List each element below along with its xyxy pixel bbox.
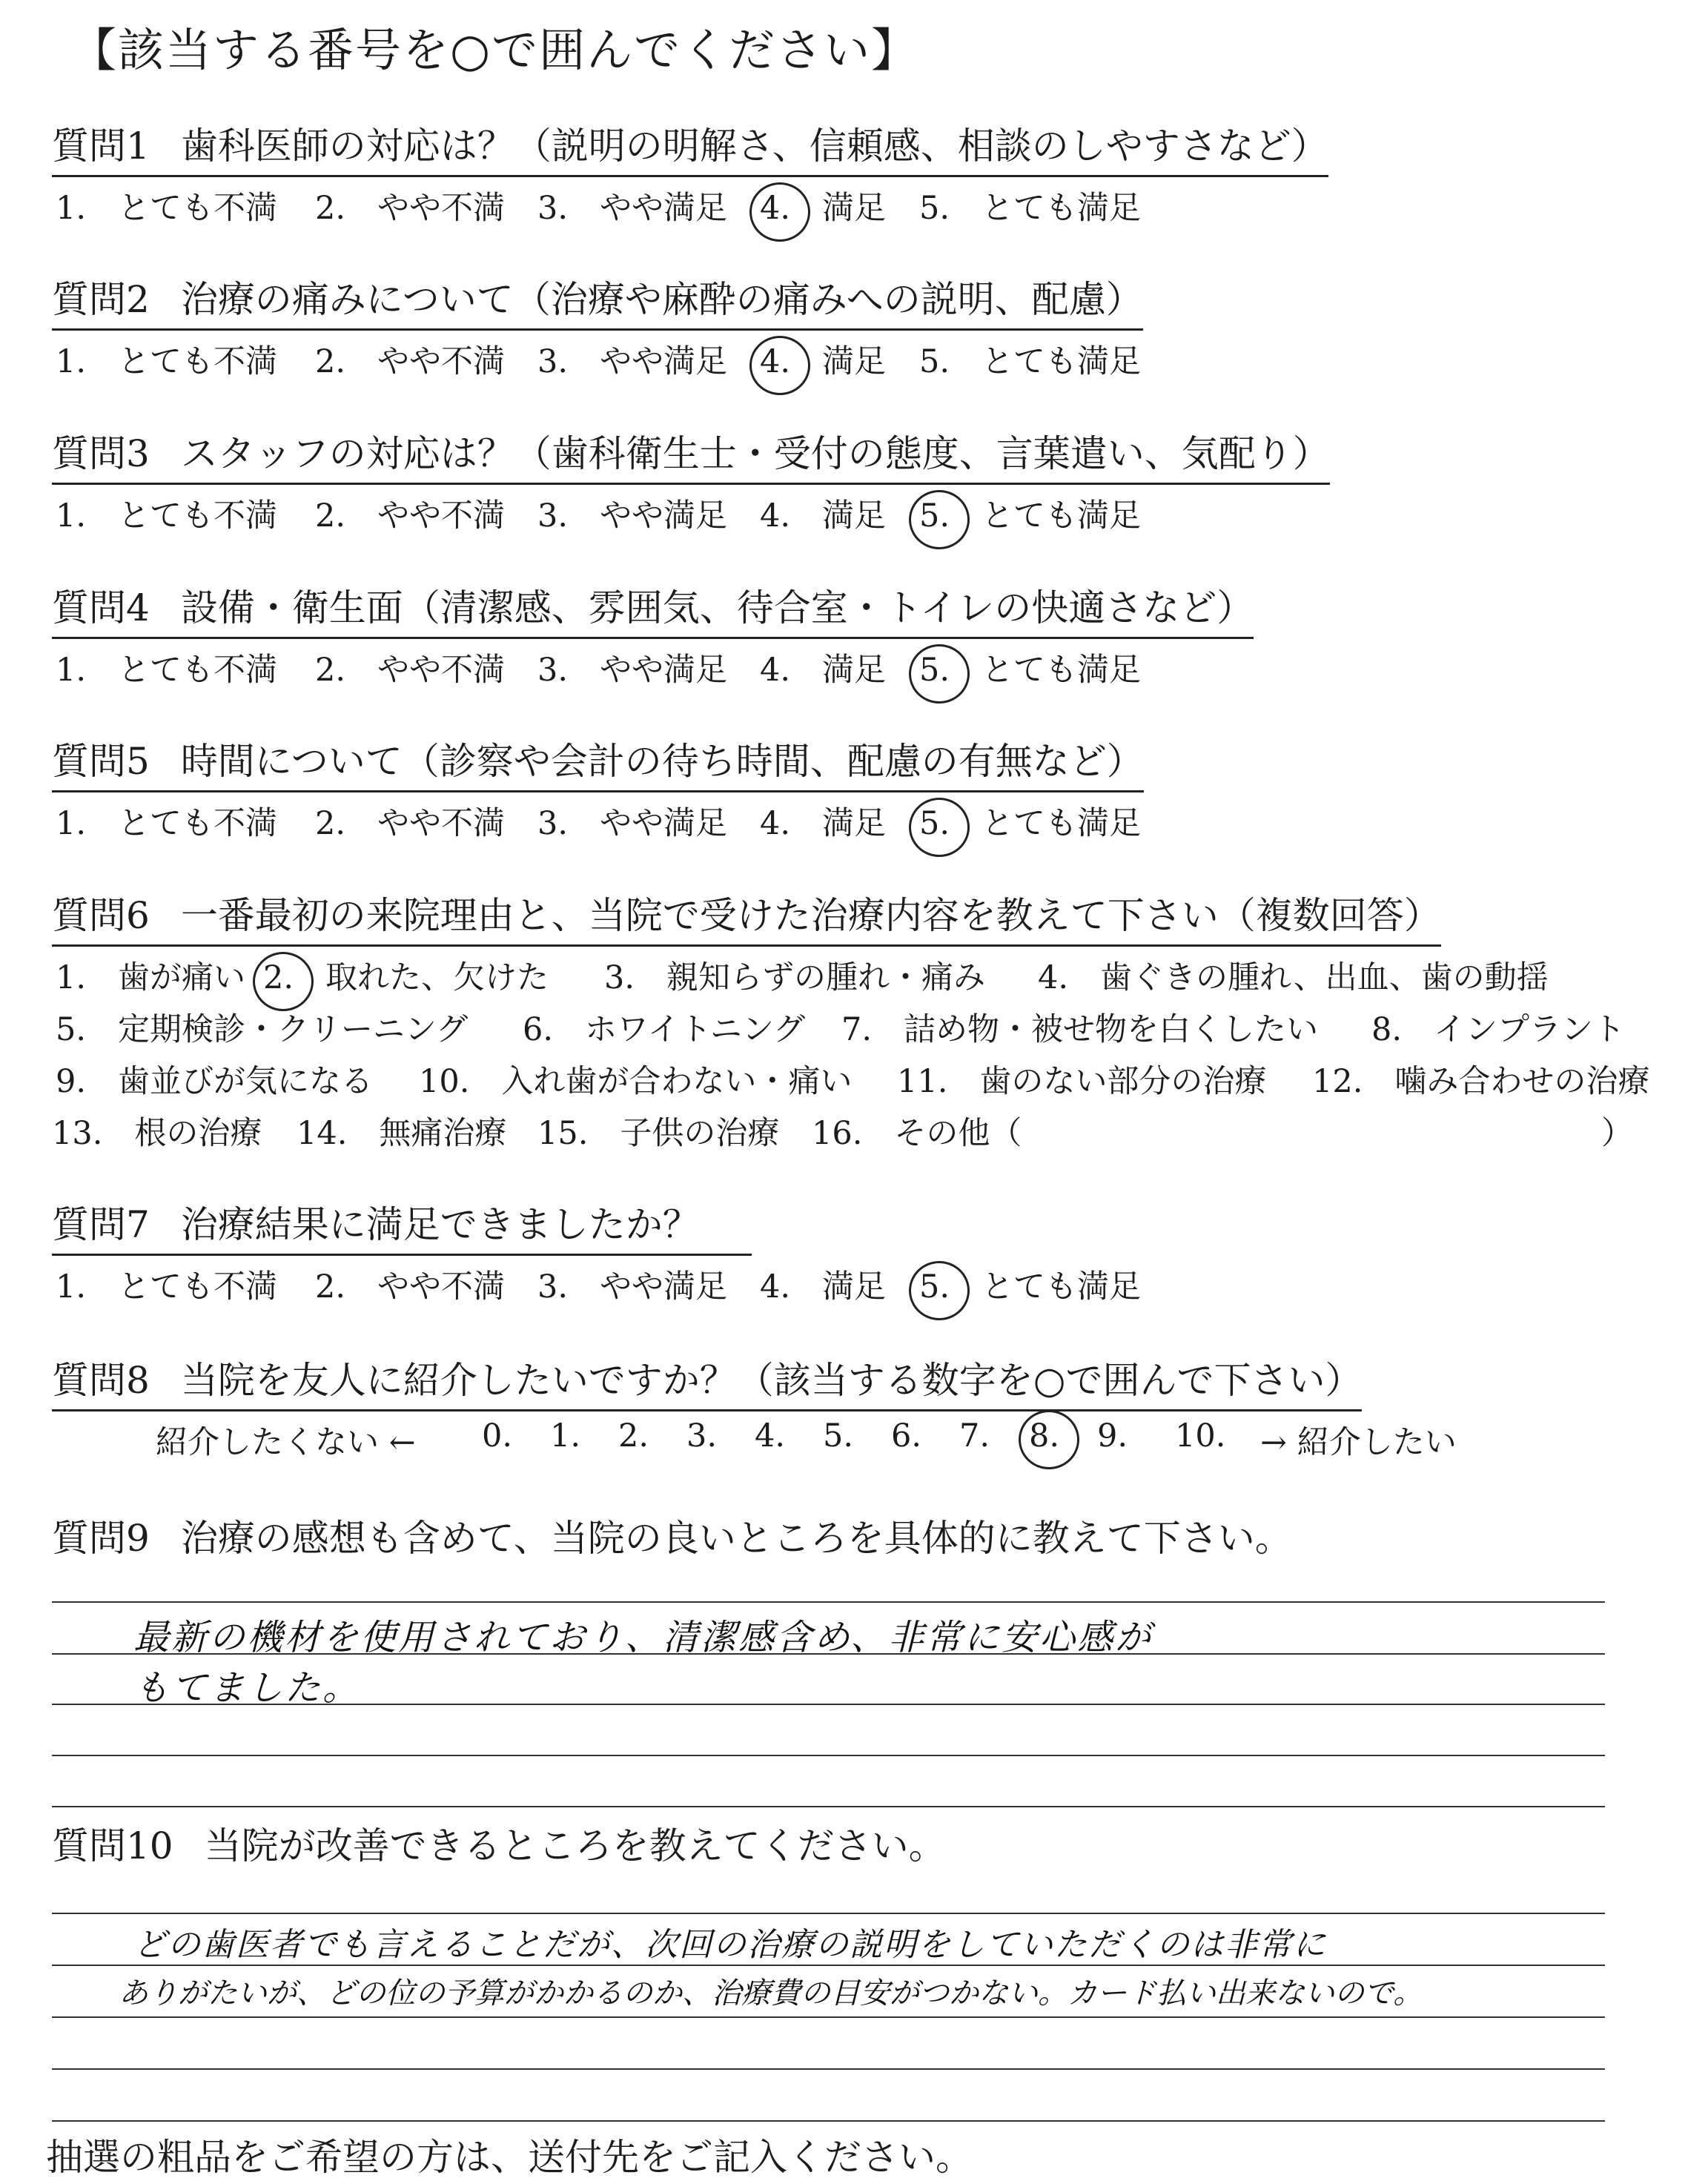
- option-1[interactable]: 1. とても不満: [56, 652, 278, 689]
- reason-row-3: [52, 1050, 1650, 1102]
- question-title: [52, 1353, 1362, 1411]
- question-title: [52, 734, 1144, 792]
- reason-option-3[interactable]: 3. 親知らずの腫れ・痛み: [604, 959, 986, 996]
- question-number: 質問4: [52, 586, 150, 629]
- question-number: 質問3: [52, 432, 150, 475]
- option-5-selected[interactable]: 5. とても満足: [919, 497, 1142, 535]
- rating-options: [52, 792, 1144, 844]
- reason-option-2-selected[interactable]: 2. 取れた、欠けた: [263, 959, 549, 996]
- option-2[interactable]: 2. やや不満: [315, 190, 506, 227]
- scale-value-1[interactable]: 1.: [550, 1417, 581, 1454]
- reason-option-4[interactable]: 4. 歯ぐきの腫れ、出血、歯の動揺: [1038, 959, 1549, 996]
- option-5[interactable]: 5. とても満足: [919, 190, 1142, 227]
- option-4[interactable]: 4. 満足: [760, 1268, 887, 1305]
- rating-options: [52, 1256, 1142, 1308]
- scale-right-label: → 紹介したい: [1260, 1424, 1457, 1461]
- option-2[interactable]: 2. やや不満: [315, 652, 506, 689]
- scale-value-10[interactable]: 10.: [1175, 1417, 1226, 1454]
- reason-option-15[interactable]: 15. 子供の治療: [537, 1115, 780, 1152]
- question-title: [52, 1197, 752, 1256]
- question-number: 質問5: [52, 740, 150, 783]
- reason-option-12[interactable]: 12. 噛み合わせの治療: [1312, 1063, 1650, 1100]
- option-1[interactable]: 1. とても不満: [56, 1268, 278, 1305]
- scale-value-5[interactable]: 5.: [823, 1417, 854, 1454]
- scale-value-8-selected[interactable]: 8.: [1029, 1417, 1060, 1454]
- option-1[interactable]: 1. とても不満: [56, 190, 278, 227]
- question-9: [52, 1511, 1605, 1824]
- option-1[interactable]: 1. とても不満: [56, 805, 278, 842]
- reason-option-6[interactable]: 6. ホワイトニング: [523, 1011, 806, 1048]
- reason-option-5[interactable]: 5. 定期検診・クリーニング: [56, 1011, 469, 1048]
- question-text: 当院を友人に紹介したいですか？（該当する数字を○で囲んで下さい）: [180, 1359, 1363, 1402]
- reason-option-11[interactable]: 11. 歯のない部分の治療: [897, 1063, 1267, 1100]
- question-number: 質問7: [52, 1203, 150, 1246]
- option-2[interactable]: 2. やや不満: [315, 343, 506, 380]
- question-text: 設備・衛生面（清潔感、雰囲気、待合室・トイレの快適さなど）: [180, 586, 1254, 629]
- question-8: [52, 1353, 1457, 1463]
- scale-value-7[interactable]: 7.: [959, 1417, 990, 1454]
- reason-option-1[interactable]: 1. 歯が痛い: [56, 959, 246, 996]
- handwritten-answer-line-1: 最新の機材を使用されており、清潔感含め、非常に安心感が: [133, 1617, 1153, 1658]
- question-text: スタッフの対応は？（歯科衛生士・受付の態度、言葉遣い、気配り）: [180, 432, 1330, 475]
- scale-value-9[interactable]: 9.: [1097, 1417, 1128, 1454]
- question-title: [52, 119, 1328, 177]
- option-3[interactable]: 3. やや満足: [537, 190, 728, 227]
- reason-option-8[interactable]: 8. インプラント: [1371, 1011, 1626, 1048]
- question-text: 一番最初の来院理由と、当院で受けた治療内容を教えて下さい（複数回答）: [180, 894, 1441, 937]
- option-3[interactable]: 3. やや満足: [537, 1268, 728, 1305]
- other-close-paren: ）: [1601, 1115, 1633, 1152]
- reason-option-16[interactable]: 16. その他（: [812, 1115, 1022, 1152]
- option-5-selected[interactable]: 5. とても満足: [919, 652, 1142, 689]
- reason-option-7[interactable]: 7. 詰め物・被せ物を白くしたい: [841, 1011, 1319, 1048]
- option-1[interactable]: 1. とても不満: [56, 497, 278, 535]
- scale-value-6[interactable]: 6.: [891, 1417, 922, 1454]
- rating-options: [52, 331, 1143, 383]
- option-4[interactable]: 4. 満足: [760, 497, 887, 535]
- question-number: 質問6: [52, 894, 150, 937]
- header-title: 【該当する番号を○で囲んでください】: [70, 23, 919, 77]
- question-title: [52, 1818, 1605, 1873]
- scale-left-label: 紹介したくない ←: [156, 1424, 416, 1461]
- question-number: 質問10: [52, 1824, 173, 1867]
- scale-value-4[interactable]: 4.: [755, 1417, 786, 1454]
- reason-option-9[interactable]: 9. 歯並びが気になる: [56, 1063, 374, 1100]
- reason-option-13[interactable]: 13. 根の治療: [52, 1115, 262, 1152]
- question-text: 治療の感想も含めて、当院の良いところを具体的に教えて下さい。: [180, 1517, 1292, 1560]
- reason-row-1: [52, 947, 1549, 999]
- reason-row-2: [52, 999, 1626, 1050]
- option-3[interactable]: 3. やや満足: [537, 343, 728, 380]
- option-4[interactable]: 4. 満足: [760, 805, 887, 842]
- option-1[interactable]: 1. とても不満: [56, 343, 278, 380]
- question-2: [52, 272, 1143, 383]
- rating-options: [52, 639, 1254, 691]
- question-5: [52, 734, 1144, 844]
- reason-row-4: [52, 1102, 1633, 1154]
- footer-note: 抽選の粗品をご希望の方は、送付先をご記入ください。: [46, 2136, 973, 2179]
- handwritten-answer-line-2: もてました。: [133, 1667, 361, 1709]
- question-number: 質問9: [52, 1517, 150, 1560]
- reason-option-10[interactable]: 10. 入れ歯が合わない・痛い: [419, 1063, 853, 1100]
- rating-options: [52, 485, 1330, 537]
- option-3[interactable]: 3. やや満足: [537, 805, 728, 842]
- question-10: [52, 1818, 1605, 2139]
- option-4[interactable]: 4. 満足: [760, 652, 887, 689]
- recommend-scale: [52, 1411, 1457, 1463]
- scale-value-0[interactable]: 0.: [482, 1417, 513, 1454]
- question-1: [52, 119, 1328, 229]
- option-2[interactable]: 2. やや不満: [315, 1268, 506, 1305]
- question-text: 歯科医師の対応は？（説明の明解さ、信頼感、相談のしやすさなど）: [180, 125, 1328, 168]
- option-5-selected[interactable]: 5. とても満足: [919, 805, 1142, 842]
- question-title: [52, 888, 1441, 947]
- answer-area[interactable]: [52, 1579, 1605, 1824]
- question-title: [52, 1511, 1605, 1566]
- question-3: [52, 426, 1330, 537]
- reason-options: [52, 947, 1650, 1154]
- question-number: 質問8: [52, 1359, 150, 1402]
- question-title: [52, 580, 1254, 639]
- option-5[interactable]: 5. とても満足: [919, 343, 1142, 380]
- option-5-selected[interactable]: 5. とても満足: [919, 1268, 1142, 1305]
- scale-value-2[interactable]: 2.: [618, 1417, 649, 1454]
- handwritten-answer-line-1: どの歯医者でも言えることだが、次回の治療の説明をしていただくのは非常に: [133, 1926, 1327, 1964]
- reason-option-14[interactable]: 14. 無痛治療: [297, 1115, 507, 1152]
- option-4-selected[interactable]: 4. 満足: [760, 190, 887, 227]
- scale-value-3[interactable]: 3.: [686, 1417, 718, 1454]
- option-2[interactable]: 2. やや不満: [315, 805, 506, 842]
- question-6: [52, 888, 1650, 1154]
- handwritten-answer-line-2: ありがたいが、どの位の予算がかかるのか、治療費の目安がつかない。カード払い出来ないので。: [119, 1976, 1423, 2010]
- question-4: [52, 580, 1254, 691]
- question-title: [52, 426, 1330, 485]
- question-text: 治療結果に満足できましたか？: [180, 1203, 700, 1246]
- question-number: 質問2: [52, 278, 150, 321]
- question-7: [52, 1197, 1142, 1308]
- question-number: 質問1: [52, 125, 150, 168]
- option-3[interactable]: 3. やや満足: [537, 652, 728, 689]
- question-text: 治療の痛みについて（治療や麻酔の痛みへの説明、配慮）: [180, 278, 1143, 321]
- option-3[interactable]: 3. やや満足: [537, 497, 728, 535]
- option-4-selected[interactable]: 4. 満足: [760, 343, 887, 380]
- question-text: 時間について（診察や会計の待ち時間、配慮の有無など）: [180, 740, 1144, 783]
- answer-area[interactable]: [52, 1887, 1605, 2139]
- option-2[interactable]: 2. やや不満: [315, 497, 506, 535]
- question-title: [52, 272, 1143, 331]
- question-text: 当院が改善できるところを教えてください。: [204, 1824, 946, 1867]
- rating-options: [52, 177, 1328, 229]
